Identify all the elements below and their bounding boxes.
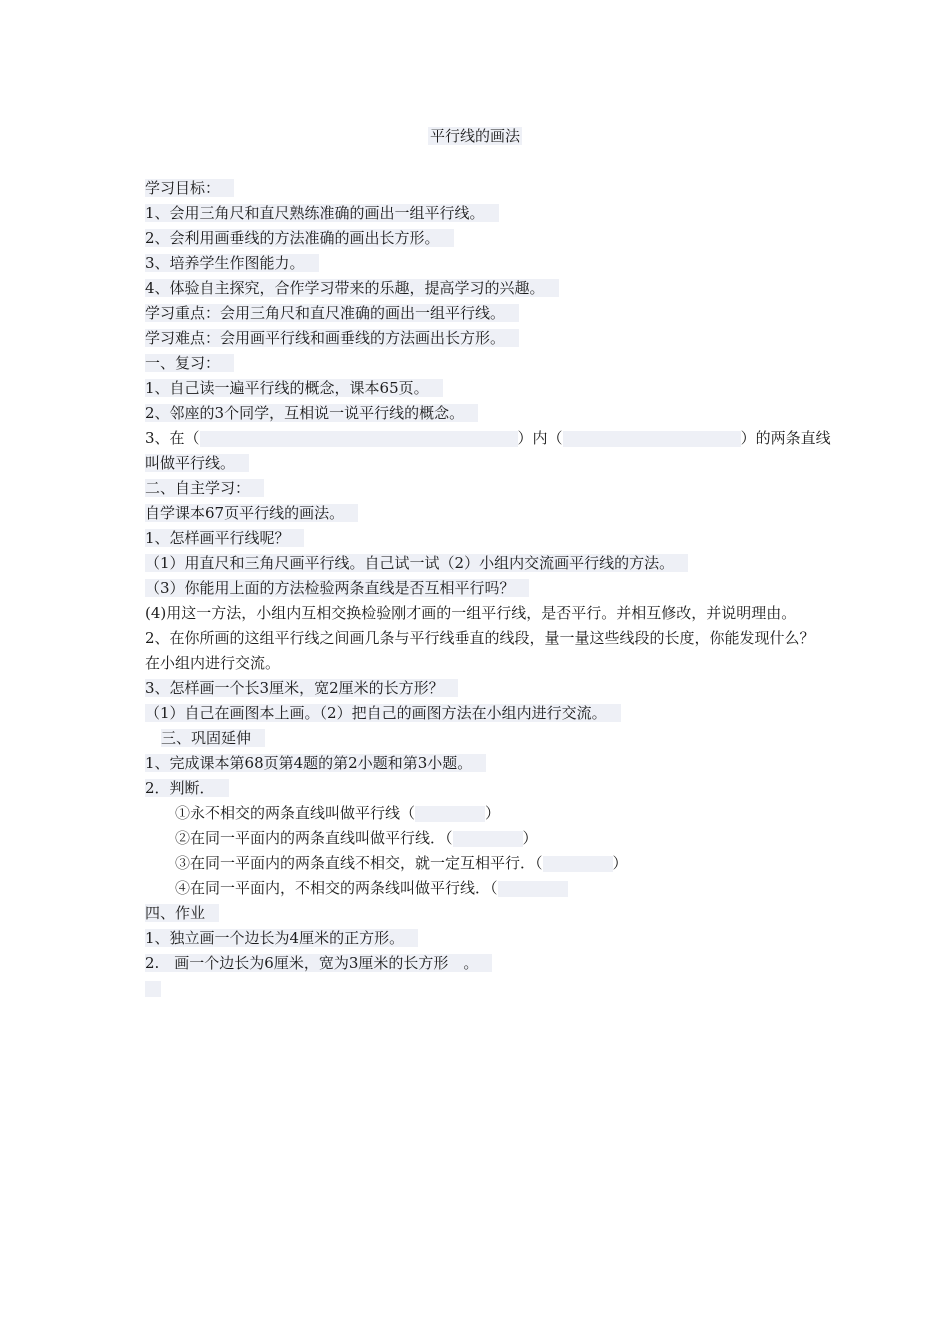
- judge-item: ①永不相交的两条直线叫做平行线（ ）: [175, 804, 501, 822]
- review-item: 2、邻座的3个同学，互相说一说平行线的概念。: [145, 401, 815, 426]
- document-title: 平行线的画法: [429, 127, 520, 145]
- goal-item: 3、培养学生作图能力。: [145, 251, 815, 276]
- question-1-sub: (4)用这一方法，小组内互相交换检验刚才画的一组平行线，是否平行。并相互修改，并说明理由。: [145, 604, 797, 622]
- question-1-sub: （3）你能用上面的方法检验两条直线是否互相平行吗？: [145, 576, 815, 601]
- question-3: 3、怎样画一个长3厘米，宽2厘米的长方形？: [145, 676, 815, 701]
- homework-item: 2. 画一个边长为6厘米，宽为3厘米的长方形 。: [145, 951, 815, 976]
- fill-in-continued: 叫做平行线。: [145, 451, 815, 476]
- homework-item: 1、独立画一个边长为4厘米的正方形。: [145, 926, 815, 951]
- judge-item: ②在同一平面内的两条直线叫做平行线．（ ）: [175, 829, 538, 847]
- review-heading: 一、复习：: [145, 351, 815, 376]
- consolidate-item: 2．判断．: [145, 776, 815, 801]
- key-point: 学习重点：会用三角尺和直尺准确的画出一组平行线。: [145, 301, 815, 326]
- goal-item: 1、会用三角尺和直尺熟练准确的画出一组平行线。: [145, 201, 815, 226]
- fill-in-line: 3、在（ ）内（ ）的两条直线: [145, 429, 831, 447]
- document-body: [145, 176, 831, 1001]
- judge-blank[interactable]: [498, 881, 568, 897]
- judge-blank[interactable]: [415, 806, 485, 822]
- self-study-heading: 二、自主学习：: [145, 476, 815, 501]
- question-1: 1、怎样画平行线呢？: [145, 526, 815, 551]
- review-item: 1、自己读一遍平行线的概念，课本65页。: [145, 376, 815, 401]
- fill-blank-1[interactable]: [200, 431, 518, 447]
- empty-paragraph: [145, 976, 815, 1001]
- goal-item: 2、会利用画垂线的方法准确的画出长方形。: [145, 226, 815, 251]
- judge-blank[interactable]: [453, 831, 523, 847]
- consolidate-item: 1、完成课本第68页第4题的第2小题和第3小题。: [145, 751, 815, 776]
- question-1-sub: （1）用直尺和三角尺画平行线。自己试一试（2）小组内交流画平行线的方法。: [145, 551, 815, 576]
- judge-item: ③在同一平面内的两条直线不相交，就一定互相平行．（ ）: [175, 854, 628, 872]
- self-study-intro: 自学课本67页平行线的画法。: [145, 501, 815, 526]
- consolidate-heading: 三、巩固延伸: [145, 726, 815, 751]
- difficulty: 学习难点：会用画平行线和画垂线的方法画出长方形。: [145, 326, 815, 351]
- judge-item: ④在同一平面内，不相交的两条线叫做平行线．（: [145, 876, 815, 901]
- goal-item: 4、体验自主探究，合作学习带来的乐趣，提高学习的兴趣。: [145, 276, 815, 301]
- goals-heading: 学习目标：: [145, 176, 815, 201]
- question-3-sub: （1）自己在画图本上画。（2）把自己的画图方法在小组内进行交流。: [145, 701, 815, 726]
- question-2: 2、在你所画的这组平行线之间画几条与平行线垂直的线段，量一量这些线段的长度，你能发现什么？在小组内进行交流。: [145, 629, 815, 672]
- judge-blank[interactable]: [543, 856, 613, 872]
- fill-blank-2[interactable]: [563, 431, 741, 447]
- empty-marker: [145, 981, 161, 997]
- homework-heading: 四、作业: [145, 901, 815, 926]
